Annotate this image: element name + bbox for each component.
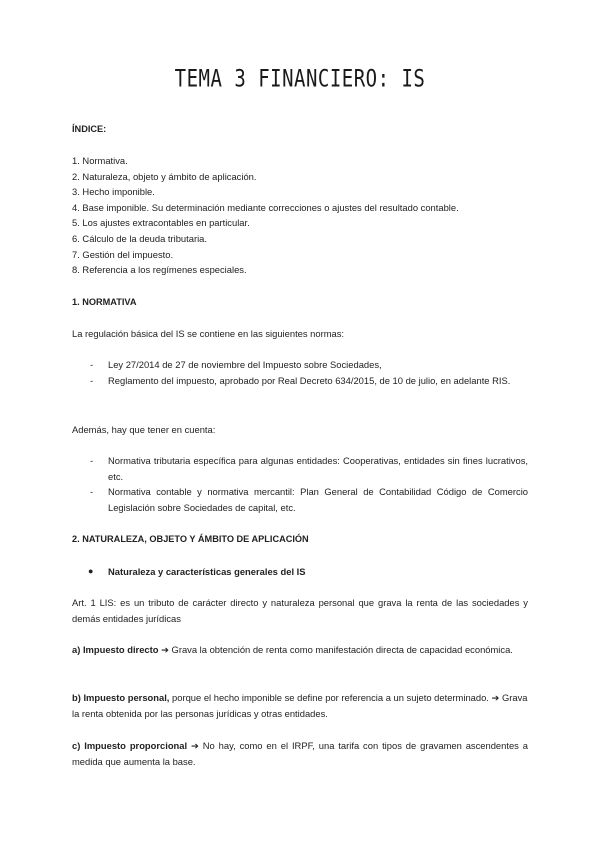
index-item: 1. Normativa. — [72, 155, 128, 166]
index-item: 4. Base imponible. Su determinación mediante correcciones o ajustes del resultado contable. — [72, 201, 459, 213]
paragraph-impuesto-directo: a) Impuesto directo ➔ Grava la obtención de renta como manifestación directa de capacidad económica. — [72, 644, 513, 655]
index-item: 2. Naturaleza, objeto y ámbito de aplicación. — [72, 170, 257, 182]
index-item: 8. Referencia a los regímenes especiales. — [72, 264, 247, 276]
normativa-list — [72, 357, 528, 388]
normativa-intro: La regulación básica del IS se contiene en las siguientes normas: — [72, 328, 345, 339]
normativa-list-2 — [72, 453, 528, 515]
index-heading: ÍNDICE: — [72, 124, 107, 134]
bullet-item: ● Naturaleza y características generales del IS — [72, 564, 600, 580]
list-item: - Ley 27/2014 de 27 de noviembre del Impuesto sobre Sociedades, — [90, 359, 382, 370]
normativa-ademas: Además, hay que tener en cuenta: — [72, 424, 216, 435]
art-paragraph: Art. 1 LIS: es un tributo de carácter directo y naturaleza personal que grava la renta de las sociedades y demás entidades jurídicas — [72, 597, 528, 624]
list-item: - Normativa tributaria específica para algunas entidades: Cooperativas, entidades sin fines lucrativos, etc. — [90, 455, 528, 482]
paragraph-impuesto-proporcional: c) Impuesto proporcional ➔ No hay, como en el IRPF, una tarifa con tipos de gravamen ascendentes a medida que aumenta la base. — [72, 740, 528, 767]
index-item: 5. Los ajustes extracontables en particular. — [72, 217, 250, 229]
paragraph-impuesto-personal: b) Impuesto personal, porque el hecho imponible se define por referencia a un sujeto determinado. ➔ Grava la renta obtenida por las personas jurídicas y otras entidades. — [72, 692, 528, 719]
list-item: - Normativa contable y normativa mercantil: Plan General de Contabilidad Código de Comercio Legislación sobre Sociedades de capital, etc. — [90, 486, 528, 513]
index-item: 7. Gestión del impuesto. — [72, 248, 174, 260]
list-item: - Reglamento del impuesto, aprobado por Real Decreto 634/2015, de 10 de julio, en adelante RIS. — [90, 374, 511, 386]
index-item: 6. Cálculo de la deuda tributaria. — [72, 232, 207, 244]
index-item: 3. Hecho imponible. — [72, 186, 155, 198]
section-heading-normativa: 1. NORMATIVA — [72, 297, 137, 307]
document-title: TEMA 3 FINANCIERO: IS — [174, 65, 426, 93]
index-list — [72, 153, 528, 278]
section-heading-naturaleza: 2. NATURALEZA, OBJETO Y ÁMBITO DE APLICACIÓN — [72, 534, 309, 544]
bullet-icon: ● — [88, 566, 94, 576]
